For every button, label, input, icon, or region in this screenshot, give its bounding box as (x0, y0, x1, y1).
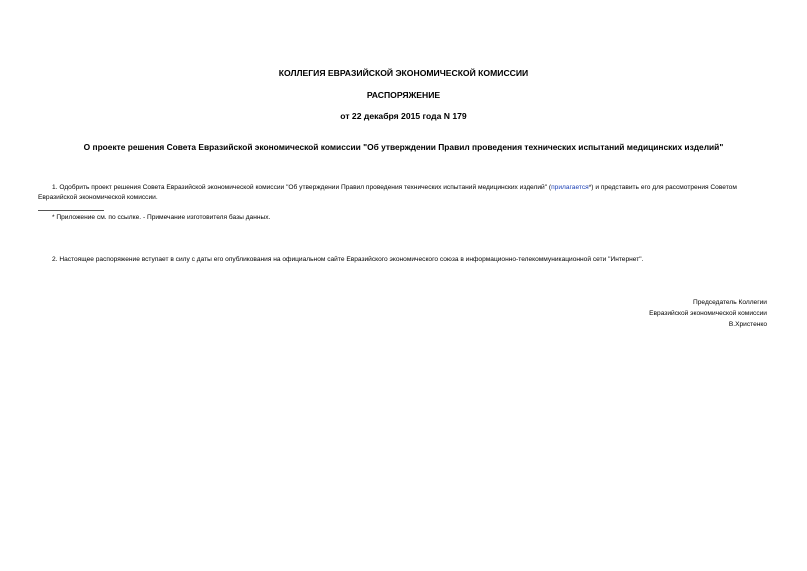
paragraph-2: 2. Настоящее распоряжение вступает в силу с даты его опубликования на официальном сайте Евразийского экономического союза в информационно-телекоммуникационной сети "Интернет". (52, 256, 644, 263)
document-date-number: от 22 декабря 2015 года N 179 (340, 111, 467, 121)
signature-block (649, 297, 767, 330)
signature-position: Председатель Коллегии (693, 299, 767, 306)
issuing-body: КОЛЛЕГИЯ ЕВРАЗИЙСКОЙ ЭКОНОМИЧЕСКОЙ КОМИССИИ (278, 68, 529, 78)
signature-organization: Евразийской экономической комиссии (649, 310, 767, 317)
attachment-link[interactable]: прилагается (551, 184, 589, 191)
paragraph-1 (38, 183, 770, 203)
footnote: * Приложение см. по ссылке. - Примечание изготовителя базы данных. (52, 214, 271, 221)
document-title: О проекте решения Совета Евразийской экономической комиссии "Об утверждении Правил проведения технических испытаний медицинских изделий" (83, 142, 724, 152)
document-type: РАСПОРЯЖЕНИЕ (366, 90, 441, 100)
paragraph-1-text-after: *) и представить его для рассмотрения Советом Евразийской экономической комиссии. (38, 184, 737, 201)
paragraph-1-text-before: 1. Одобрить проект решения Совета Евразийской экономической комиссии "Об утверждении Правил проведения технических испытаний медицинских изделий" ( (52, 184, 552, 191)
footnote-divider (38, 210, 104, 211)
signature-name: В.Христенко (728, 321, 767, 328)
